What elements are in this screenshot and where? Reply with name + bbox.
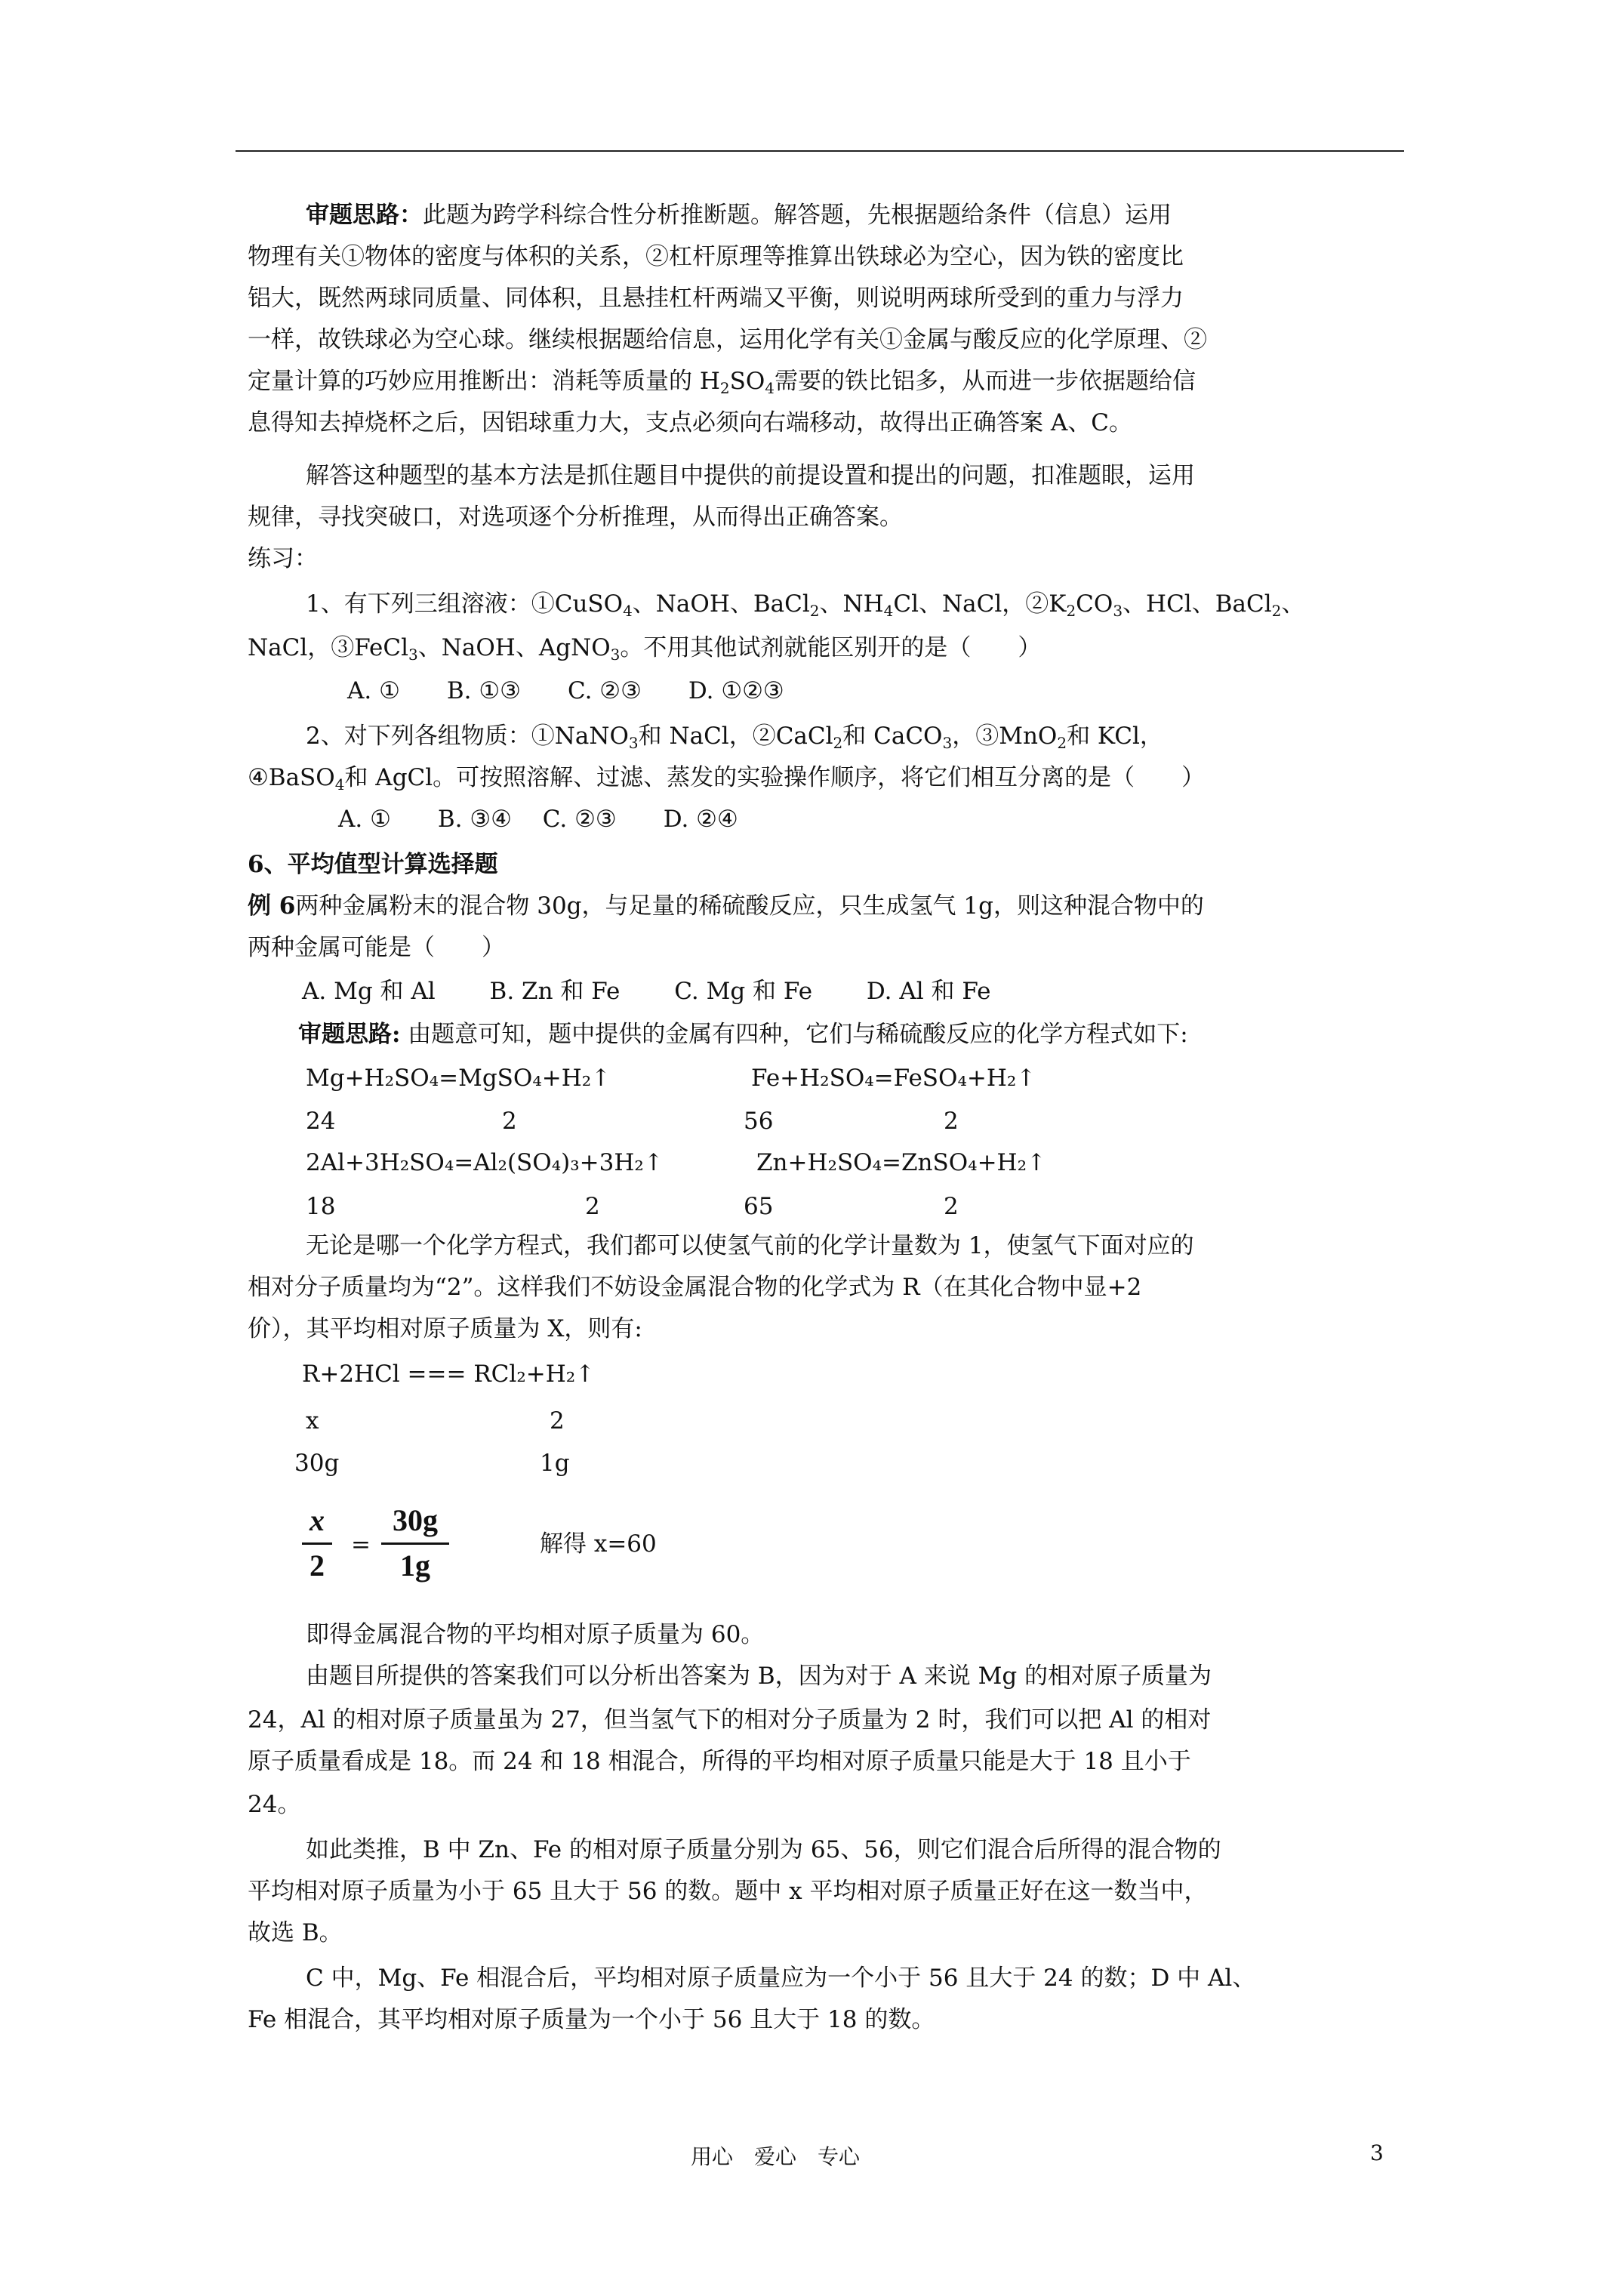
p3-line1: 无论是哪一个化学方程式，我们都可以使氢气前的化学计量数为 1，使氢气下面对应的 [306,1232,1194,1259]
header-rule [236,150,1404,152]
p4-line: 即得金属混合物的平均相对原子质量为 60。 [306,1621,765,1648]
q1-line2: NaCl，③FeCl$_3$、NaOH、AgNO$_3$。不用其他试剂就能区别开的是（ ） [248,634,1042,664]
eq-fe-num2: 2 [944,1108,959,1135]
ex6-idea: 审题思路: 由题意可知，题中提供的金属有四种，它们与稀硫酸反应的化学方程式如下: [298,1021,1188,1048]
p3-line2: 相对分子质量均为“2”。这样我们不妨设金属混合物的化学式为 R（在其化合物中显+2 [248,1274,1142,1301]
p3-line3: 价），其平均相对原子质量为 X，则有: [248,1315,642,1342]
eq-zn: Zn+H₂SO₄=ZnSO₄+H₂↑ [756,1149,1046,1176]
r-row2-a: 30g [294,1450,340,1477]
ex6-line2: 两种金属可能是（ ） [248,934,505,961]
p1-line1: 审题思路：此题为跨学科综合性分析推断题。解答题，先根据题给条件（信息）运用 [306,202,1172,229]
eq-al-num1: 18 [306,1193,336,1220]
p5-line1: 由题目所提供的答案我们可以分析出答案为 B，因为对于 A 来说 Mg 的相对原子质量为 [306,1663,1212,1690]
eq-fe: Fe+H₂SO₄=FeSO₄+H₂↑ [751,1065,1036,1092]
frac2-bar [381,1542,449,1545]
r-row1-a: x [306,1407,319,1435]
page-footer: 用心 爱心 专心 [691,2144,861,2169]
frac1-bar [302,1542,332,1545]
p6-line2: 平均相对原子质量为小于 65 且大于 56 的数。题中 x 平均相对原子质量正好在这一数当中， [248,1878,1208,1905]
p5-line4: 24。 [248,1791,301,1818]
p5-line2: 24，Al 的相对原子质量虽为 27，但当氢气下的相对分子质量为 2 时，我们可以把 Al 的相对 [248,1706,1212,1734]
r-equation: R+2HCl === RCl₂+H₂↑ [302,1361,596,1388]
p5-line3: 原子质量看成是 18。而 24 和 18 相混合，所得的平均相对原子质量只能是大于 18 且小于 [248,1748,1191,1775]
ex6-line1: 例 6两种金属粉末的混合物 30g，与足量的稀硫酸反应，只生成氢气 1g，则这种混合物中的 [248,892,1204,920]
q2-line1: 2、对下列各组物质：①NaNO$_3$和 NaCl，②CaCl$_2$和 CaCO$_3$，③MnO$_2$和 KCl， [306,723,1163,752]
eq-fe-num1: 56 [744,1108,774,1135]
eq-al: 2Al+3H₂SO₄=Al₂(SO₄)₃+3H₂↑ [306,1149,664,1176]
ex6-options: A. Mg 和 Al B. Zn 和 Fe C. Mg 和 Fe D. Al 和 Fe [302,978,991,1005]
p2-line2: 规律，寻找突破口，对选项逐个分析推理，从而得出正确答案。 [248,504,903,531]
eq-zn-num1: 65 [744,1193,774,1220]
frac1-numerator: x [310,1503,325,1537]
eq-al-num2: 2 [585,1193,600,1220]
practice-label: 练习： [248,545,318,572]
p7-line2: Fe 相混合，其平均相对原子质量为一个小于 56 且大于 18 的数。 [248,2006,935,2033]
section6-heading: 6、平均值型计算选择题 [248,851,498,878]
p1-line5: 定量计算的巧妙应用推断出：消耗等质量的 $H_2SO_4$需要的铁比铝多，从而进一步依据题给信 [248,368,1196,397]
page-number: 3 [1370,2140,1384,2165]
p1-line6: 息得知去掉烧杯之后，因铝球重力大，支点必须向右端移动，故得出正确答案 A、C。 [248,409,1132,436]
solve-text: 解得 x=60 [540,1530,657,1558]
q1-line1: 1、有下列三组溶液：①CuSO$_4$、NaOH、BaCl$_2$、$NH_4Cl$、NaCl，$②K_2CO_3$、HCl、BaCl$_2$、 [306,590,1305,620]
q2-line2: ④BaSO$_4$和 AgCl。可按照溶解、过滤、蒸发的实验操作顺序，将它们相互分离的是（ ） [248,764,1206,794]
eq-mg: Mg+H₂SO₄=MgSO₄+H₂↑ [306,1065,611,1092]
q1-options: A. ① B. ①③ C. ②③ D. ①②③ [347,677,784,704]
p1-line3: 铝大，既然两球同质量、同体积，且悬挂杠杆两端又平衡，则说明两球所受到的重力与浮力 [248,285,1184,312]
p6-line3: 故选 B。 [248,1919,343,1946]
frac1-denominator: 2 [310,1549,325,1583]
p6-line1: 如此类推，B 中 Zn、Fe 的相对原子质量分别为 65、56，则它们混合后所得的混合物的 [306,1836,1221,1863]
frac-equals: = [351,1531,371,1558]
frac2-numerator: 30g [393,1503,438,1537]
r-row2-b: 1g [540,1450,570,1477]
p1-line4: 一样，故铁球必为空心球。继续根据题给信息，运用化学有关①金属与酸反应的化学原理、② [248,326,1207,353]
eq-mg-num2: 2 [502,1108,517,1135]
q2-options: A. ① B. ③④ C. ②③ D. ②④ [338,806,738,833]
frac2-denominator: 1g [400,1549,430,1583]
eq-mg-num1: 24 [306,1108,336,1135]
p1-line2: 物理有关①物体的密度与体积的关系，②杠杆原理等推算出铁球必为空心，因为铁的密度比 [248,243,1184,270]
eq-zn-num2: 2 [944,1193,959,1220]
p2-line1: 解答这种题型的基本方法是抓住题目中提供的前提设置和提出的问题，扣准题眼，运用 [306,462,1195,489]
r-row1-b: 2 [550,1407,565,1435]
p7-line1: C 中，Mg、Fe 相混合后，平均相对原子质量应为一个小于 56 且大于 24 的数；D 中 Al、 [306,1965,1256,1992]
